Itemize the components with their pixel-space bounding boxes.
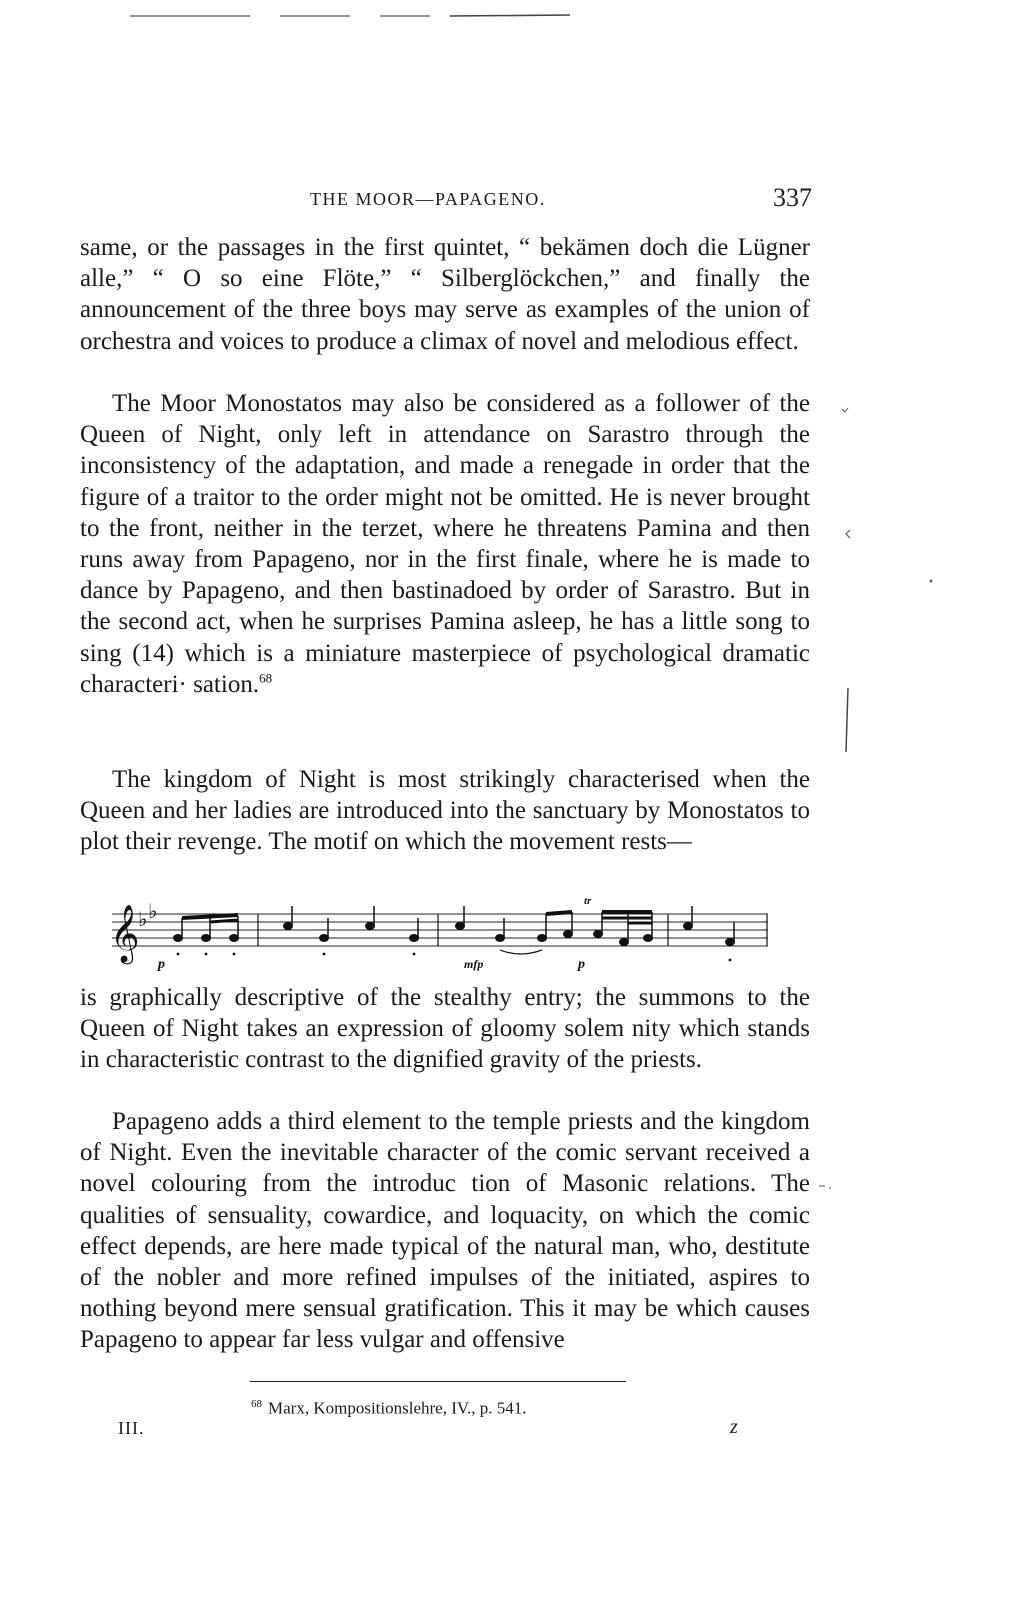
music-notation-example [108, 892, 772, 974]
paragraph-4: is graphically descriptive of the stealthy entry; the summons to the Queen of Night takes an expression of gloomy solem nity which stands in characteristic contrast to the dignified gravity of the priests. [80, 984, 810, 1074]
top-rule-decoration [130, 14, 570, 19]
signature-mark: III. [118, 1418, 145, 1438]
margin-dash-mark [818, 1183, 834, 1191]
paragraph-3: The kingdom of Night is most strikingly characterised when the Queen and her ladies are introduced into the sanctuary by Monostatos to plot their revenge. The motif on which the movement rests— [80, 766, 810, 856]
paragraph-5: Papageno adds a third element to the temple priests and the kingdom of Night. Even the inevitable character of the comic servant received a novel colouring from the introduc tion of Masonic relations. The qualities of sensuality, cowardice, and loquacity, on which the comic effect depends, are here made typical of the natural man, who, destitute of the nobler and more refined impulses of the initiated, aspires to nothing beyond mere sensual gratification. This it may be which causes Papageno to appear far less vulgar and offensive [80, 1108, 810, 1354]
paragraph-1: same, or the passages in the first quintet, “ bekämen doch die Lügner alle,” “ O so eine Flöte,” “ Silberglöckchen,” and finally the announcement of the three boys may serve as examples of the union of orchestra and voices to produce a climax of novel and melodious effect. [80, 234, 810, 355]
svg-text:p: p [578, 957, 585, 972]
footnote-text: Marx, Kompositionslehre, IV., p. 541. [268, 1398, 527, 1418]
svg-text:p: p [158, 957, 165, 972]
music-staff [108, 892, 772, 974]
svg-text:♭: ♭ [148, 899, 158, 923]
page-header [80, 183, 820, 223]
paragraph-2 [80, 388, 810, 700]
footnote-number: 68 [251, 1398, 262, 1410]
svg-text:♭: ♭ [138, 907, 148, 931]
svg-text:mfp: mfp [464, 957, 484, 971]
margin-line-mark [842, 686, 852, 756]
page-number: 337 [773, 183, 812, 212]
margin-tick-mark [840, 405, 850, 415]
margin-dot-mark [928, 578, 934, 584]
paragraph-2-text: The Moor Monostatos may also be considered as a follower of the Queen of Night, only left in attendance on Sarastro through the inconsistency of the adaptation, and made a renegade in order that the figure of a traitor to the order might not be omitted. He is never brought to the front, neither in the terzet, where he threatens Pamina and then runs away from Papageno, nor in the first finale, where he is made to dance by Papageno, and then bastinadoed by order of Sarastro. But in the second act, when he surprises Pamina asleep, he has a little song to sing (14) which is a miniature masterpiece of psychological dramatic characteri· sation. [80, 390, 810, 698]
running-title: THE MOOR—PAPAGENO. [310, 189, 546, 209]
signature-letter: z [730, 1416, 738, 1438]
treble-clef-icon: 𝄞 [110, 904, 140, 962]
footnote-divider [250, 1381, 626, 1382]
margin-arrow-mark [843, 528, 853, 540]
footnote [251, 1398, 526, 1419]
svg-text:tr: tr [584, 895, 592, 907]
footnote-reference: 68 [259, 670, 273, 686]
